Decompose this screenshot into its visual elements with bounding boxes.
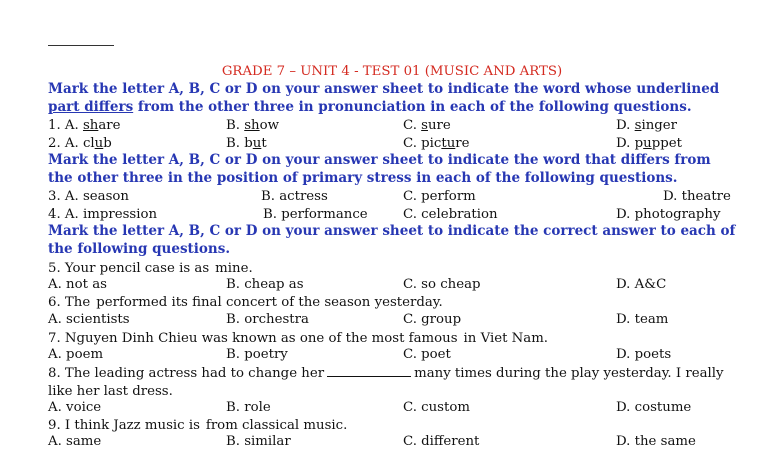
- q4-option-b: B. performance: [263, 207, 368, 222]
- q5-stem-text: 5. Your pencil case is as mine.: [48, 261, 253, 276]
- name-blank-line: [48, 45, 114, 46]
- q2-option-a: 2. A. club: [48, 136, 112, 151]
- answer-blank: [327, 364, 411, 377]
- q9-option-a: A. same: [48, 434, 102, 449]
- q5-option-d: D. A&C: [616, 277, 667, 292]
- q9-option-d: D. the same: [616, 434, 696, 449]
- question-2: [48, 135, 748, 153]
- q7-stem-text: 7. Nguyen Dinh Chieu was known as one of the most famous in Viet Nam.: [48, 331, 549, 346]
- q8-option-d: D. costume: [616, 400, 692, 415]
- q3-option-c: C. perform: [403, 189, 476, 204]
- q8-option-a: A. voice: [48, 400, 102, 415]
- q4-option-a: 4. A. impression: [48, 207, 158, 222]
- section1-instruction-line2: [48, 99, 738, 117]
- q7-option-a: A. poem: [48, 347, 104, 362]
- q8-option-b: B. role: [226, 400, 271, 415]
- q6-option-a: A. scientists: [48, 312, 130, 327]
- question-4: [48, 206, 748, 224]
- section1-instruction-rest: from the other three in pronunciation in each of the following questions.: [133, 98, 692, 115]
- section1-instruction-line1: Mark the letter A, B, C or D on your answer sheet to indicate the word whose underlined: [48, 81, 720, 97]
- question-1: [48, 117, 748, 135]
- q8-option-c: C. custom: [403, 400, 470, 415]
- question-6-options: [48, 311, 748, 329]
- q1-option-c: C. sure: [403, 118, 451, 133]
- question-8-stem: [48, 364, 748, 401]
- section3-instruction: Mark the letter A, B, C or D on your answer sheet to indicate the correct answer to each of the following questions.: [48, 223, 736, 257]
- question-7-stem: [48, 329, 748, 347]
- q9-option-b: B. similar: [226, 434, 291, 449]
- q5-option-c: C. so cheap: [403, 277, 481, 292]
- question-8-options: [48, 399, 748, 417]
- q1-option-a: 1. A. share: [48, 118, 121, 133]
- q4-option-d: D. photography: [616, 207, 721, 222]
- underlined-phrase: part differs: [48, 98, 134, 115]
- q7-option-d: D. poets: [616, 347, 672, 362]
- q3-option-a: 3. A. season: [48, 189, 129, 204]
- q6-option-d: D. team: [616, 312, 669, 327]
- q5-option-a: A. not as: [48, 277, 107, 292]
- q1-option-b: B. show: [226, 118, 280, 133]
- q6-option-c: C. group: [403, 312, 462, 327]
- q7-option-c: C. poet: [403, 347, 451, 362]
- question-7-options: [48, 346, 748, 364]
- q2-option-b: B. but: [226, 136, 267, 151]
- q9-stem-text: 9. I think Jazz music is from classical music.: [48, 418, 348, 433]
- q3-option-d: D. theatre: [663, 189, 731, 204]
- q2-option-c: C. picture: [403, 136, 470, 151]
- q8-stem-post: many times during the play yesterday. I really like her last dress.: [48, 366, 724, 399]
- question-5-stem: [48, 259, 748, 277]
- section1-instruction: [48, 81, 738, 117]
- question-6-stem: [48, 293, 748, 311]
- worksheet-title: GRADE 7 – UNIT 4 - TEST 01 (MUSIC AND ARTS): [221, 64, 563, 79]
- section2-instruction: Mark the letter A, B, C or D on your answer sheet to indicate the word that differs from the other three in the position of primary stress in each of the following questions.: [48, 152, 711, 186]
- q9-option-c: C. different: [403, 434, 480, 449]
- question-9-options: [48, 433, 748, 451]
- q3-option-b: B. actress: [261, 189, 328, 204]
- q4-option-c: C. celebration: [403, 207, 498, 222]
- q2-option-d: D. puppet: [616, 136, 682, 151]
- q1-option-d: D. singer: [616, 118, 678, 133]
- question-5-options: [48, 276, 748, 294]
- question-9-stem: [48, 416, 748, 434]
- q6-option-b: B. orchestra: [226, 312, 309, 327]
- q8-stem-pre: 8. The leading actress had to change her: [48, 366, 325, 381]
- question-3: [48, 188, 748, 206]
- q7-option-b: B. poetry: [226, 347, 288, 362]
- q6-stem-text: 6. The performed its final concert of the season yesterday.: [48, 295, 443, 310]
- q5-option-b: B. cheap as: [226, 277, 304, 292]
